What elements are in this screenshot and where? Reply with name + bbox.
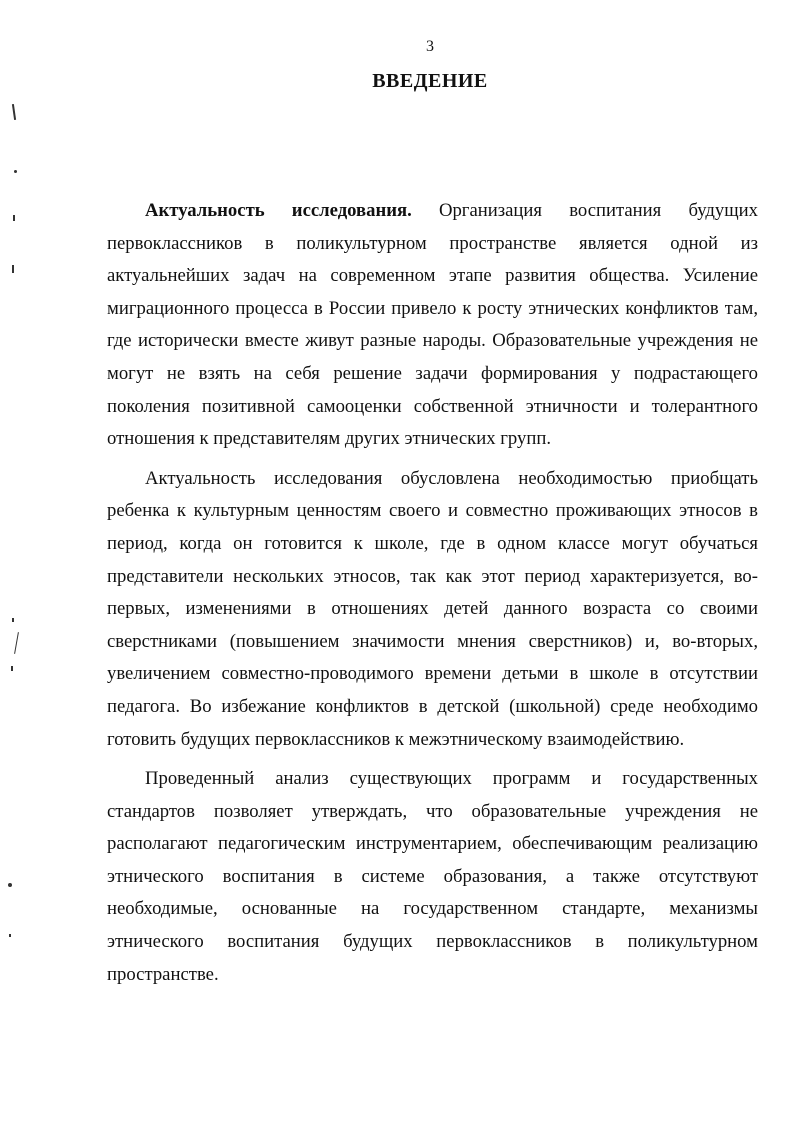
scan-artifact [8, 883, 12, 887]
page-number: 3 [426, 38, 434, 55]
scan-artifact [11, 666, 13, 671]
paragraph-text: Организация воспитания будущих первоклассников в поликультурном пространстве является одной из актуальнейших задач на современном этапе развития общества. Усиление миграционного процесса в России привело к росту этнических конфликтов там, где исторически вместе живут разные народы. Образовательные учреждения не могут не взять на себя решение задачи формирования у подрастающего поколения позитивной самооценки собственной этничности и толерантного отношения к представителям других этнических групп. [107, 200, 758, 450]
document-body [107, 195, 758, 998]
page-title: ВВЕДЕНИЕ [372, 70, 488, 92]
scan-artifact [14, 170, 17, 173]
scan-artifact [14, 632, 19, 654]
scan-artifact [12, 104, 16, 120]
scan-artifact [9, 934, 11, 937]
scan-artifact [12, 265, 14, 273]
paragraph-analysis: Проведенный анализ существующих программ и государственных стандартов позволяет утверждать, что образовательные учреждения не располагают педагогическим инструментарием, обеспечивающим реализацию этнического воспитания в системе образования, а также отсутствуют необходимые, основанные на государственном стандарте, механизмы этнического воспитания будущих первоклассников в поликультурном пространстве. [107, 768, 758, 985]
paragraph-lead-heading: Актуальность исследования. [145, 200, 412, 221]
scan-artifact [12, 618, 14, 622]
paragraph-rationale: Актуальность исследования обусловлена необходимостью приобщать ребенка к культурным ценностям своего и совместно проживающих этносов в период, когда он готовится к школе, где в одном классе могут обучаться представители нескольких этносов, так как этот период характеризуется, во-первых, изменениями в отношениях детей данного возраста со своими сверстниками (повышением значимости мнения сверстников) и, во-вторых, увеличением совместно-проводимого времени детьми в школе в отсутствии педагога. Во избежание конфликтов в детской (школьной) среде необходимо готовить будущих первоклассников к межэтническому взаимодействию. [107, 467, 758, 750]
paragraph-relevance [107, 195, 758, 456]
scan-artifact [13, 215, 15, 221]
